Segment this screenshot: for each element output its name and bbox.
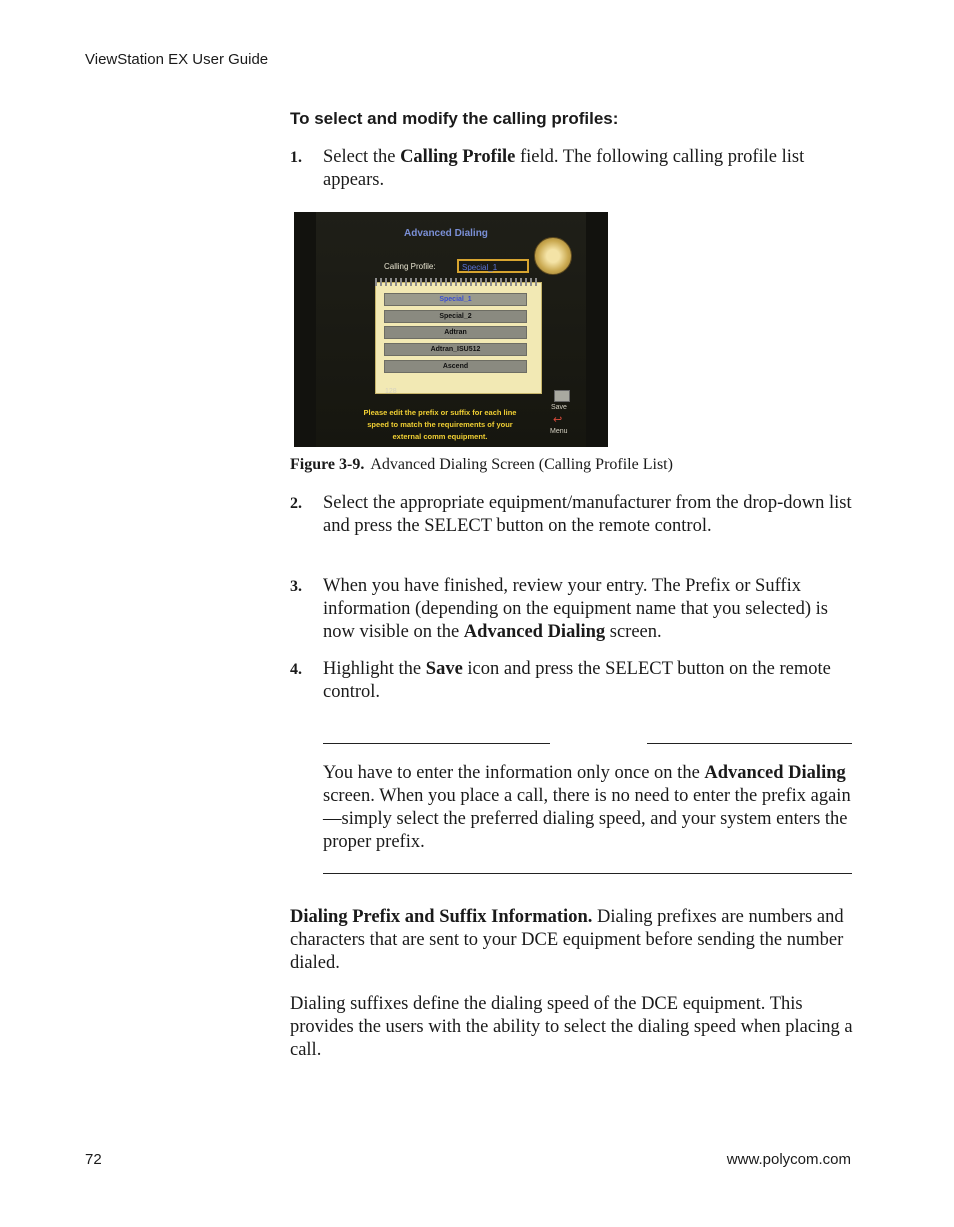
step-number: 1. (290, 149, 302, 166)
step-2 (290, 492, 852, 538)
screen-title: Advanced Dialing (404, 228, 488, 239)
step-number: 4. (290, 661, 302, 678)
procedure-title: To select and modify the calling profiles: (290, 109, 619, 128)
section-heading: Dialing Prefix and Suffix Information. (290, 907, 593, 927)
figure-caption (290, 456, 673, 474)
suffix-paragraph: Dialing suffixes define the dialing speed of the DCE equipment. This provides the users with the ability to select the dialing speed when placing a call. (290, 994, 853, 1060)
step-text: Select the appropriate equipment/manufacturer from the drop-down list and press the SELECT button on the remote control. (323, 493, 852, 536)
calling-profile-field: Special_1 (457, 259, 529, 273)
profile-option: Special_1 (384, 293, 527, 306)
figure-label: Figure 3-9. (290, 456, 365, 473)
step-4 (290, 658, 852, 704)
profile-list-notepad (375, 282, 542, 394)
note-text: You have to enter the information only once on the Advanced Dialing screen. When you place a call, there is no need to enter the prefix again—simply select the preferred dialing speed, and your system enters the proper prefix. (323, 763, 851, 852)
profile-option: Adtran_ISU512 (384, 343, 527, 356)
prefix-suffix-paragraph: Dialing Prefix and Suffix Information. Dialing prefixes are numbers and characters that are sent to your DCE equipment before sending the number dialed. (290, 907, 844, 973)
save-icon (554, 390, 570, 402)
note-bottom-rule (323, 873, 852, 874)
running-header: ViewStation EX User Guide (85, 51, 269, 68)
note-top-rule-left (323, 743, 550, 744)
speed-value: 128 (385, 388, 397, 395)
step-number: 3. (290, 578, 302, 595)
advanced-dialing-screenshot (294, 212, 608, 447)
step-text: Select the Calling Profile field. The following calling profile list appears. (323, 147, 805, 190)
footer-url: www.polycom.com (726, 1151, 851, 1168)
profile-option: Ascend (384, 360, 527, 373)
step-3 (290, 575, 852, 644)
calling-profile-label: Calling Profile: (384, 262, 436, 271)
step-text: When you have finished, review your entry. The Prefix or Suffix information (depending on the equipment name that you selected) is now visible on the Advanced Dialing screen. (323, 576, 829, 642)
notepad-spiral (375, 278, 540, 286)
note-top-rule-right (647, 743, 852, 744)
profile-option: Adtran (384, 326, 527, 339)
profile-option: Special_2 (384, 310, 527, 323)
save-label: Save (551, 404, 567, 411)
page-number: 72 (85, 1151, 102, 1168)
back-arrow-icon: ↩ (553, 414, 563, 426)
menu-label: Menu (550, 428, 568, 435)
screen-instructions: Please edit the prefix or suffix for each line speed to match the requirements of your external comm equipment. (363, 408, 517, 441)
step-number: 2. (290, 495, 302, 512)
figure-caption-text: Advanced Dialing Screen (Calling Profile List) (370, 456, 673, 473)
step-text: Highlight the Save icon and press the SELECT button on the remote control. (323, 659, 831, 702)
dial-icon (534, 237, 572, 275)
step-1 (290, 146, 852, 192)
